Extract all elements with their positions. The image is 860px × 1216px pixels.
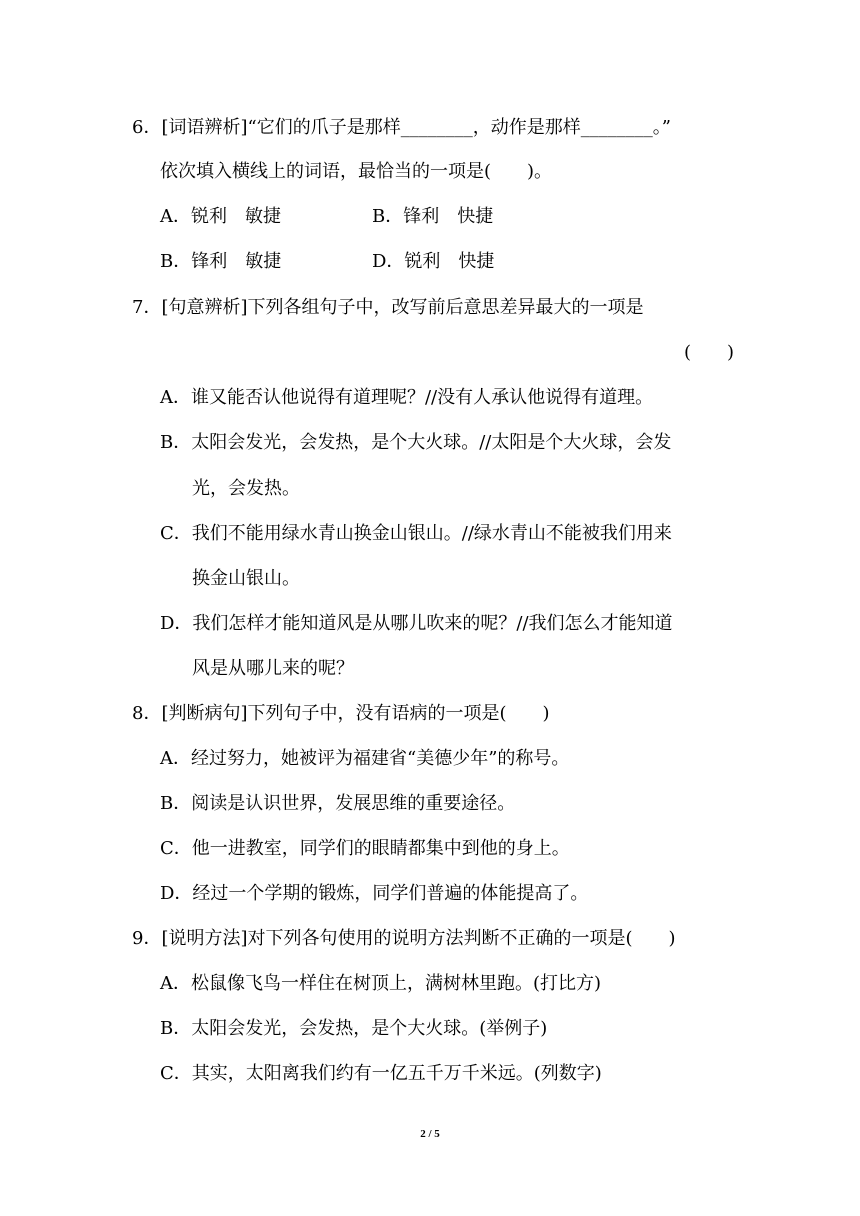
q8-option-a: A．经过努力，她被评为福建省“美德少年”的称号。 — [160, 748, 570, 769]
q6-option-a: A．锐利 敏捷 — [160, 206, 281, 227]
q7-option-a: A．谁又能否认他说得有道理呢？//没有人承认他说得有道理。 — [160, 387, 654, 408]
q7-stem-text: 下列各组句子中，改写前后意思差异最大的一项是 — [247, 297, 644, 318]
q8-stem-text: 下列句子中，没有语病的一项是( ) — [247, 703, 550, 724]
q9-option-a: A．松鼠像飞鸟一样住在树顶上，满树林里跑。(打比方) — [160, 973, 602, 994]
page-number: 2 / 5 — [420, 1128, 440, 1140]
q7-stem — [132, 296, 644, 320]
q6-stem-line-2: 依次填入横线上的词语，最恰当的一项是( )。 — [160, 161, 553, 182]
q8-option-b: B．阅读是认识世界，发展思维的重要途径。 — [160, 793, 516, 814]
q7-number: 7． — [132, 297, 162, 318]
q7-answer-paren: ( ) — [684, 342, 735, 363]
q9-option-b: B．太阳会发光，会发热，是个大火球。(举例子) — [160, 1018, 548, 1039]
q7-option-c-line-2: 换金山银山。 — [192, 568, 300, 589]
q6-tag: [词语辨析] — [161, 117, 248, 138]
q6-option-b: B．锋利 快捷 — [372, 206, 494, 227]
q6-option-d: D．锐利 快捷 — [372, 251, 495, 272]
q9-stem — [132, 927, 676, 951]
q7-option-b-line-2: 光，会发热。 — [192, 478, 300, 499]
q6-stem-line-1 — [132, 116, 671, 140]
q8-option-c: C．他一进教室，同学们的眼睛都集中到他的身上。 — [160, 838, 570, 859]
q7-option-c-line-1: C．我们不能用绿水青山换金山银山。//绿水青山不能被我们用来 — [160, 523, 672, 544]
q6-stem-text: “它们的爪子是那样________，动作是那样________。” — [247, 117, 671, 138]
q8-number: 8． — [132, 703, 162, 724]
q7-option-b-line-1: B．太阳会发光，会发热，是个大火球。//太阳是个大火球，会发 — [160, 432, 672, 453]
q7-tag: [句意辨析] — [161, 297, 248, 318]
q8-tag: [判断病句] — [161, 703, 248, 724]
q9-option-c: C．其实，太阳离我们约有一亿五千万千米远。(列数字) — [160, 1063, 602, 1084]
q7-option-d-line-1: D．我们怎样才能知道风是从哪儿吹来的呢？//我们怎么才能知道 — [160, 613, 673, 634]
q9-number: 9． — [132, 928, 162, 949]
q6-number: 6． — [132, 117, 162, 138]
q7-option-d-line-2: 风是从哪儿来的呢？ — [192, 658, 354, 679]
q9-stem-text: 对下列各句使用的说明方法判断不正确的一项是( ) — [247, 928, 676, 949]
q8-stem — [132, 702, 550, 726]
q9-tag: [说明方法] — [161, 928, 248, 949]
q6-option-c: B．锋利 敏捷 — [160, 251, 282, 272]
q8-option-d: D．经过一个学期的锻炼，同学们普遍的体能提高了。 — [160, 883, 589, 904]
